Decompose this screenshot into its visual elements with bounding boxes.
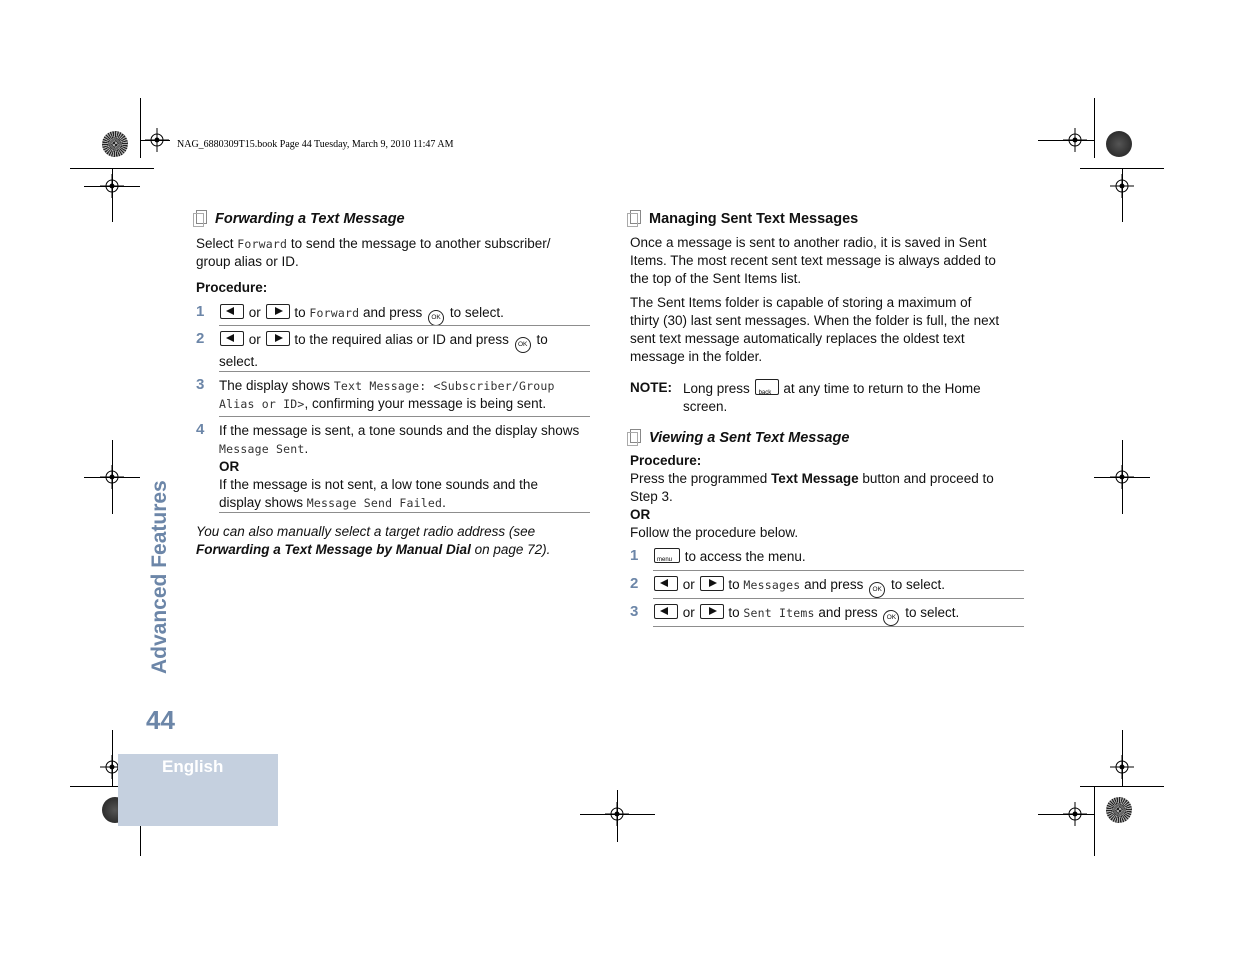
step-divider — [219, 512, 590, 513]
crop-line — [140, 140, 170, 141]
crop-line — [1122, 168, 1123, 222]
ok-button-icon: OK — [515, 337, 531, 353]
step-1: or to Forward and press OK to select. — [219, 304, 594, 326]
ok-button-icon: OK — [428, 310, 444, 326]
view-step-1: menu to access the menu. — [653, 548, 1028, 566]
book-header: NAG_6880309T15.book Page 44 Tuesday, March 9, 2010 11:47 AM — [177, 139, 454, 150]
section-icon — [630, 429, 641, 443]
viewing-procedure-text: Press the programmed Text Message button and proceed to Step 3. OR Follow the procedure below. — [630, 471, 994, 540]
step-3: The display shows Text Message: <Subscriber/Group Alias or ID>, confirming your message is being sent. — [219, 378, 555, 411]
note-text: Long press back at any time to return to the Home screen. — [683, 379, 1023, 416]
step-divider — [219, 371, 590, 372]
back-home-key-icon — [755, 379, 779, 395]
step-number: 1 — [630, 547, 639, 564]
step-4: If the message is sent, a tone sounds and the display shows Message Sent. OR If the message is not sent, a low tone sounds and the display shows Message Send Failed. — [219, 423, 580, 510]
crop-line — [617, 790, 618, 842]
language-label: English — [162, 757, 224, 776]
section-heading-viewing: Viewing a Sent Text Message — [630, 429, 849, 446]
crop-line — [1080, 786, 1164, 787]
crop-line — [1094, 786, 1095, 856]
crop-line — [1038, 140, 1094, 141]
step-number: 2 — [630, 575, 639, 592]
crop-line — [112, 168, 113, 222]
view-step-2: or to Messages and press OK to select. — [653, 576, 1028, 598]
cross-reference-link[interactable]: Forwarding a Text Message by Manual Dial — [196, 542, 471, 557]
section-heading-forwarding: Forwarding a Text Message — [196, 210, 405, 227]
right-arrow-key-icon — [266, 304, 290, 319]
sunburst-mark-icon — [102, 131, 128, 157]
section-icon — [630, 210, 641, 224]
right-arrow-key-icon — [700, 604, 724, 619]
left-arrow-key-icon — [220, 331, 244, 346]
ok-button-icon: OK — [869, 582, 885, 598]
crop-line — [1038, 814, 1094, 815]
step-divider — [653, 598, 1024, 599]
menu-key-icon — [654, 548, 680, 563]
crop-line — [84, 186, 140, 187]
ok-button-icon: OK — [883, 610, 899, 626]
page-number: 44 — [146, 705, 175, 735]
left-arrow-key-icon — [220, 304, 244, 319]
step-divider — [219, 416, 590, 417]
step-number: 4 — [196, 421, 205, 438]
note-label: NOTE: — [630, 380, 672, 395]
step-divider — [219, 325, 590, 326]
manual-dial-note: You can also manually select a target radio address (see Forwarding a Text Message by Manual Dial on page 72). — [196, 524, 551, 557]
right-arrow-key-icon — [700, 576, 724, 591]
step-number: 3 — [196, 376, 205, 393]
chapter-tab-label: Advanced Features — [148, 480, 171, 674]
step-2: or to the required alias or ID and press OK to select. — [219, 332, 548, 369]
view-step-3: or to Sent Items and press OK to select. — [653, 604, 1028, 626]
left-arrow-key-icon — [654, 576, 678, 591]
left-arrow-key-icon — [654, 604, 678, 619]
managing-paragraph-2: The Sent Items folder is capable of storing a maximum of thirty (30) last sent messages. When the folder is full, the next sent text message automatically replaces the oldest text message in the folder. — [630, 295, 1000, 364]
procedure-label: Procedure: — [196, 280, 268, 295]
crop-line — [112, 730, 113, 786]
right-arrow-key-icon — [266, 331, 290, 346]
crop-line — [140, 98, 141, 158]
step-divider — [653, 626, 1024, 627]
crop-line — [1094, 477, 1150, 478]
section-icon — [196, 210, 207, 224]
managing-paragraph-1: Once a message is sent to another radio, it is saved in Sent Items. The most recent sent text message is always added to the top of the Sent Items list. — [630, 235, 996, 286]
forwarding-intro: Select Forward to send the message to another subscriber/ group alias or ID. — [196, 236, 551, 269]
step-divider — [653, 570, 1024, 571]
step-number: 1 — [196, 303, 205, 320]
step-number: 2 — [196, 330, 205, 347]
crop-line — [1122, 730, 1123, 786]
procedure-label: Procedure: — [630, 453, 702, 468]
section-heading-managing: Managing Sent Text Messages — [630, 210, 858, 227]
crop-line — [1094, 98, 1095, 158]
step-number: 3 — [630, 603, 639, 620]
sunburst-mark-icon — [1106, 131, 1132, 157]
sunburst-mark-icon — [1106, 797, 1132, 823]
crop-line — [84, 477, 140, 478]
